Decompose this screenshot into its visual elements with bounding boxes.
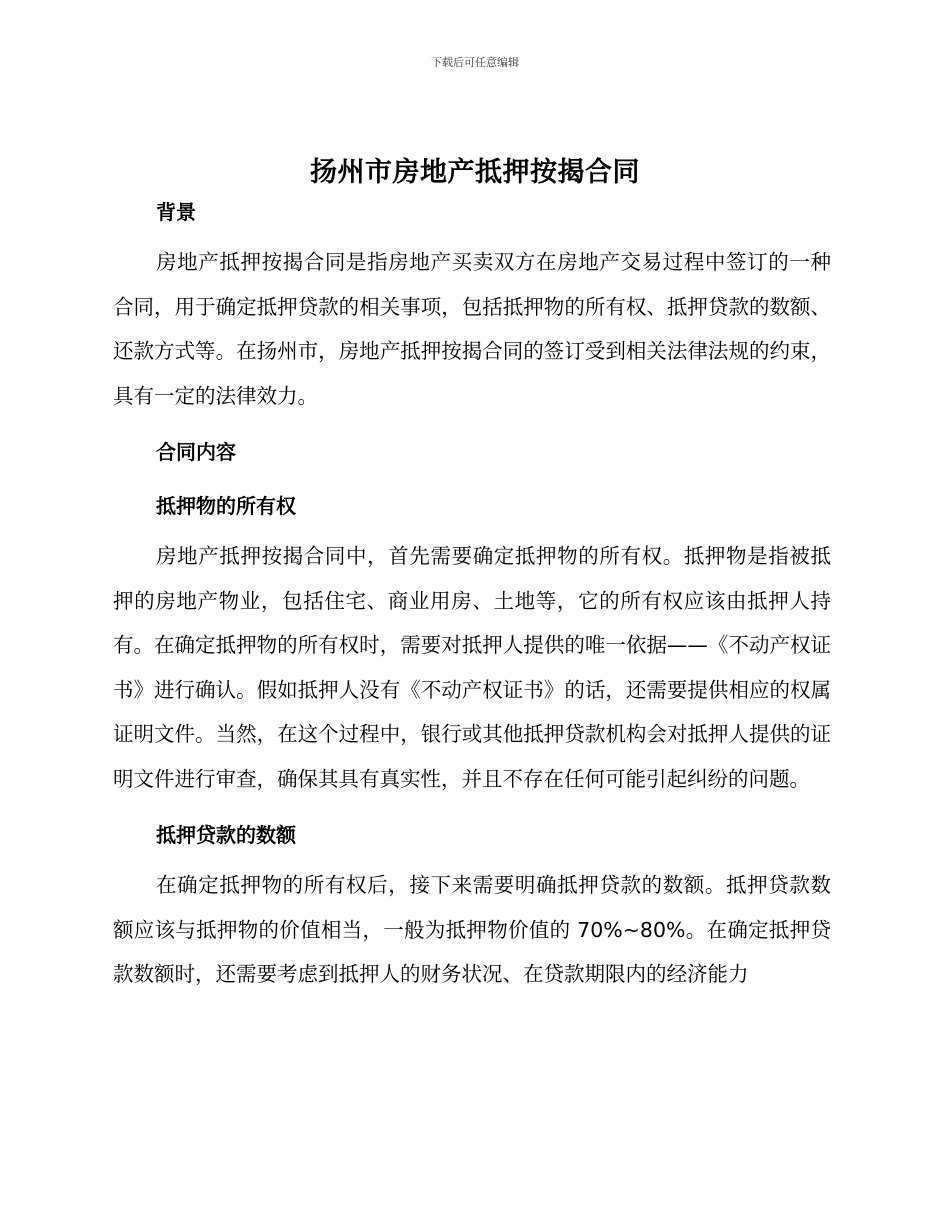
section-heading-loan-amount: 抵押贷款的数额 (156, 823, 296, 847)
page-header-note: 下载后可任意编辑 (431, 56, 519, 69)
section-heading-background: 背景 (156, 200, 196, 224)
section-heading-contract-content: 合同内容 (156, 440, 236, 464)
document-title: 扬州市房地产抵押按揭合同 (310, 157, 640, 188)
paragraph-loan-amount: 在确定抵押物的所有权后，接下来需要明确抵押贷款的数额。抵押贷款数额应该与抵押物的价值相当，一般为抵押物价值的 70%~80%。在确定抵押贷款数额时，还需要考虑到抵押人的财务状况、在贷款期限内的经济能力 (113, 873, 831, 986)
section-heading-ownership: 抵押物的所有权 (156, 494, 296, 518)
paragraph-ownership: 房地产抵押按揭合同中，首先需要确定抵押物的所有权。抵押物是指被抵押的房地产物业，包括住宅、商业用房、土地等，它的所有权应该由抵押人持有。在确定抵押物的所有权时，需要对抵押人提供的唯一依据——《不动产权证书》进行确认。假如抵押人没有《不动产权证书》的话，还需要提供相应的权属证明文件。当然，在这个过程中，银行或其他抵押贷款机构会对抵押人提供的证明文件进行审查，确保其具有真实性，并且不存在任何可能引起纠纷的问题。 (113, 544, 831, 791)
document-body (113, 196, 831, 997)
paragraph-background: 房地产抵押按揭合同是指房地产买卖双方在房地产交易过程中签订的一种合同，用于确定抵押贷款的相关事项，包括抵押物的所有权、抵押贷款的数额、还款方式等。在扬州市，房地产抵押按揭合同的签订受到相关法律法规的约束，具有一定的法律效力。 (113, 250, 831, 408)
